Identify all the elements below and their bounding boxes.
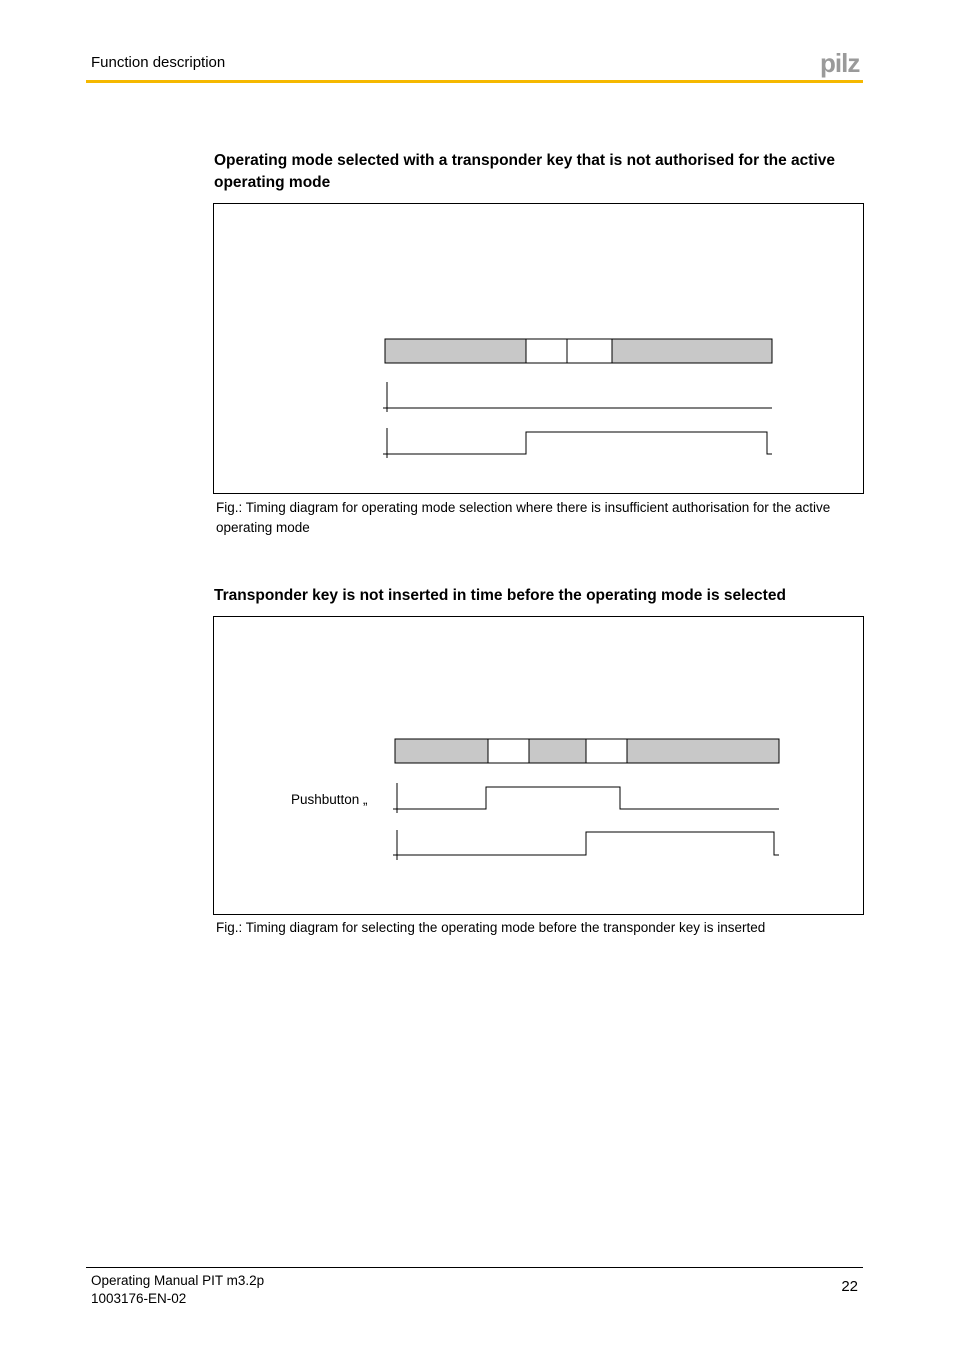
timing-diagram-1 (213, 203, 864, 494)
timing-diagram-2 (213, 616, 864, 915)
figure-caption-1: Fig.: Timing diagram for operating mode selection where there is insufficient authorisation for the active operating mode (216, 500, 831, 535)
bar-segment-white (586, 739, 627, 763)
footer-doc-number: 1003176-EN-02 (91, 1291, 187, 1306)
signal-pulse (383, 432, 772, 454)
bar-segment-white (526, 339, 567, 363)
section1-heading: Operating mode selected with a transponder key that is not authorised for the active operating mode (214, 152, 835, 191)
pushbutton-label: Pushbutton „ (291, 792, 368, 807)
bar-segment-grey (395, 739, 488, 763)
bar-segment-grey (385, 339, 526, 363)
signal-pulse (393, 832, 779, 855)
footer-manual: Operating Manual PIT m3.2p (91, 1273, 265, 1288)
bar-segment-grey (612, 339, 772, 363)
bar-segment-grey (529, 739, 586, 763)
footer-rule (86, 1267, 863, 1268)
timing-diagram-1-graphic (214, 204, 863, 493)
header-title: Function description (91, 54, 226, 71)
bar-segment-grey (627, 739, 779, 763)
page-number: 22 (841, 1278, 858, 1295)
pushbutton-signal (393, 787, 779, 809)
header-rule (86, 80, 863, 83)
bar-segment-white (567, 339, 612, 363)
pilz-logo: pilz (820, 48, 860, 78)
timing-diagram-2-graphic (214, 617, 863, 914)
figure-caption-2: Fig.: Timing diagram for selecting the operating mode before the transponder key is inserted (216, 920, 766, 935)
bar-segment-white (488, 739, 529, 763)
section2-heading: Transponder key is not inserted in time before the operating mode is selected (214, 587, 786, 604)
